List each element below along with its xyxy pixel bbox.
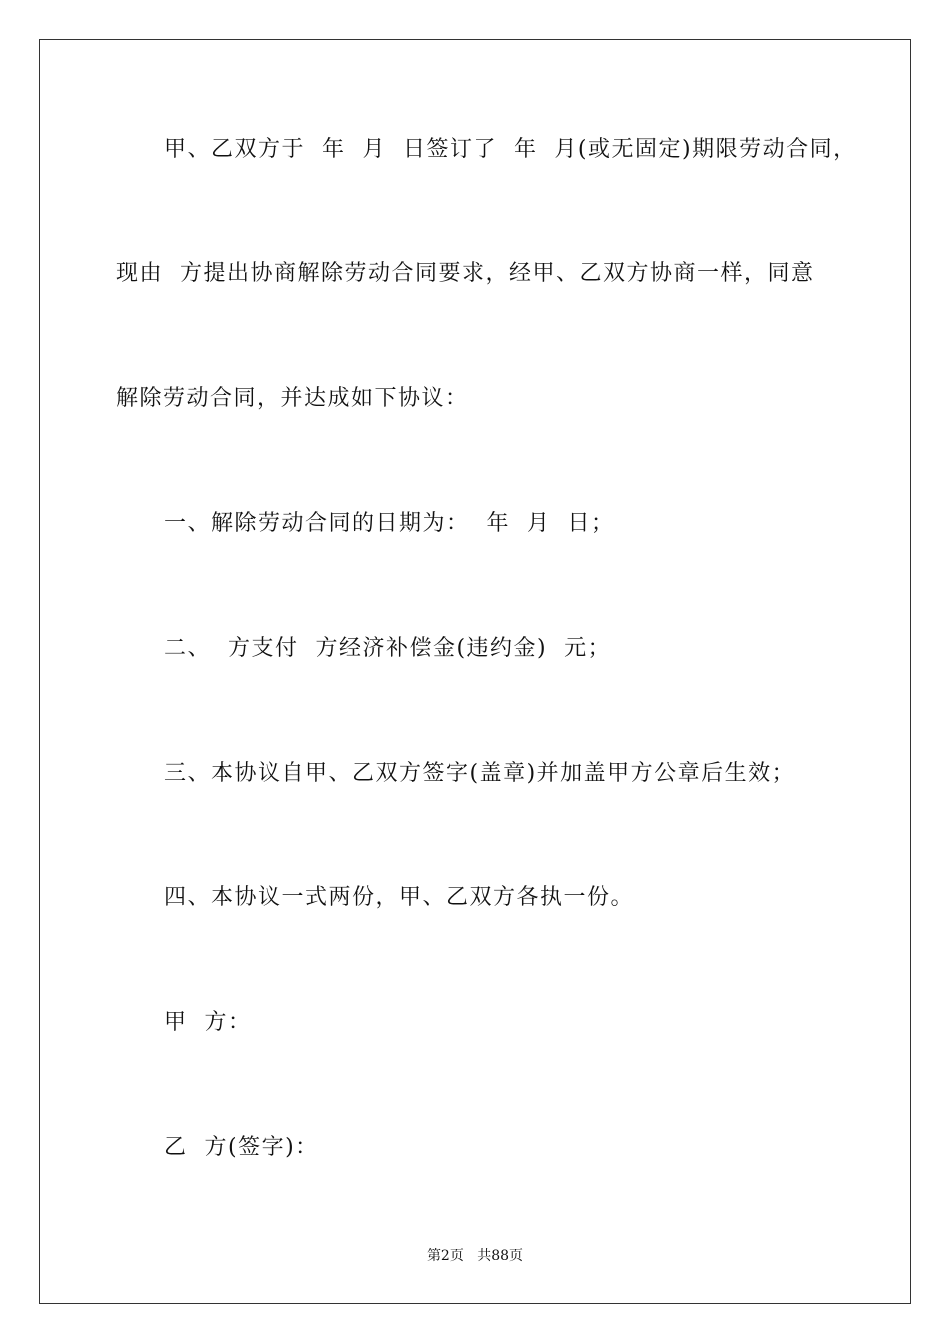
- party-a-signature-line: 甲 方：: [164, 1010, 252, 1035]
- clause-2: 二、 方支付 方经济补偿金(违约金) 元；: [164, 636, 612, 661]
- paragraph-line-1: 甲、乙双方于 年 月 日签订了 年 月(或无固定)期限劳动合同，: [164, 137, 857, 162]
- page-total: 共88页: [477, 1248, 524, 1264]
- paragraph-line-2: 现由 方提出协商解除劳动合同要求，经甲、乙双方协商一样，同意: [116, 261, 815, 286]
- clause-3: 三、本协议自甲、乙双方签字(盖章)并加盖甲方公章后生效；: [164, 761, 796, 786]
- party-b-signature-line: 乙 方(签字)：: [164, 1135, 319, 1160]
- clause-4: 四、本协议一式两份，甲、乙双方各执一份。: [164, 885, 635, 910]
- page-number: 第2页: [426, 1248, 464, 1264]
- page-border: [39, 39, 911, 1304]
- paragraph-line-3: 解除劳动合同，并达成如下协议：: [116, 386, 469, 411]
- clause-1: 一、解除劳动合同的日期为： 年 月 日；: [164, 511, 615, 536]
- page-footer: [0, 1247, 950, 1265]
